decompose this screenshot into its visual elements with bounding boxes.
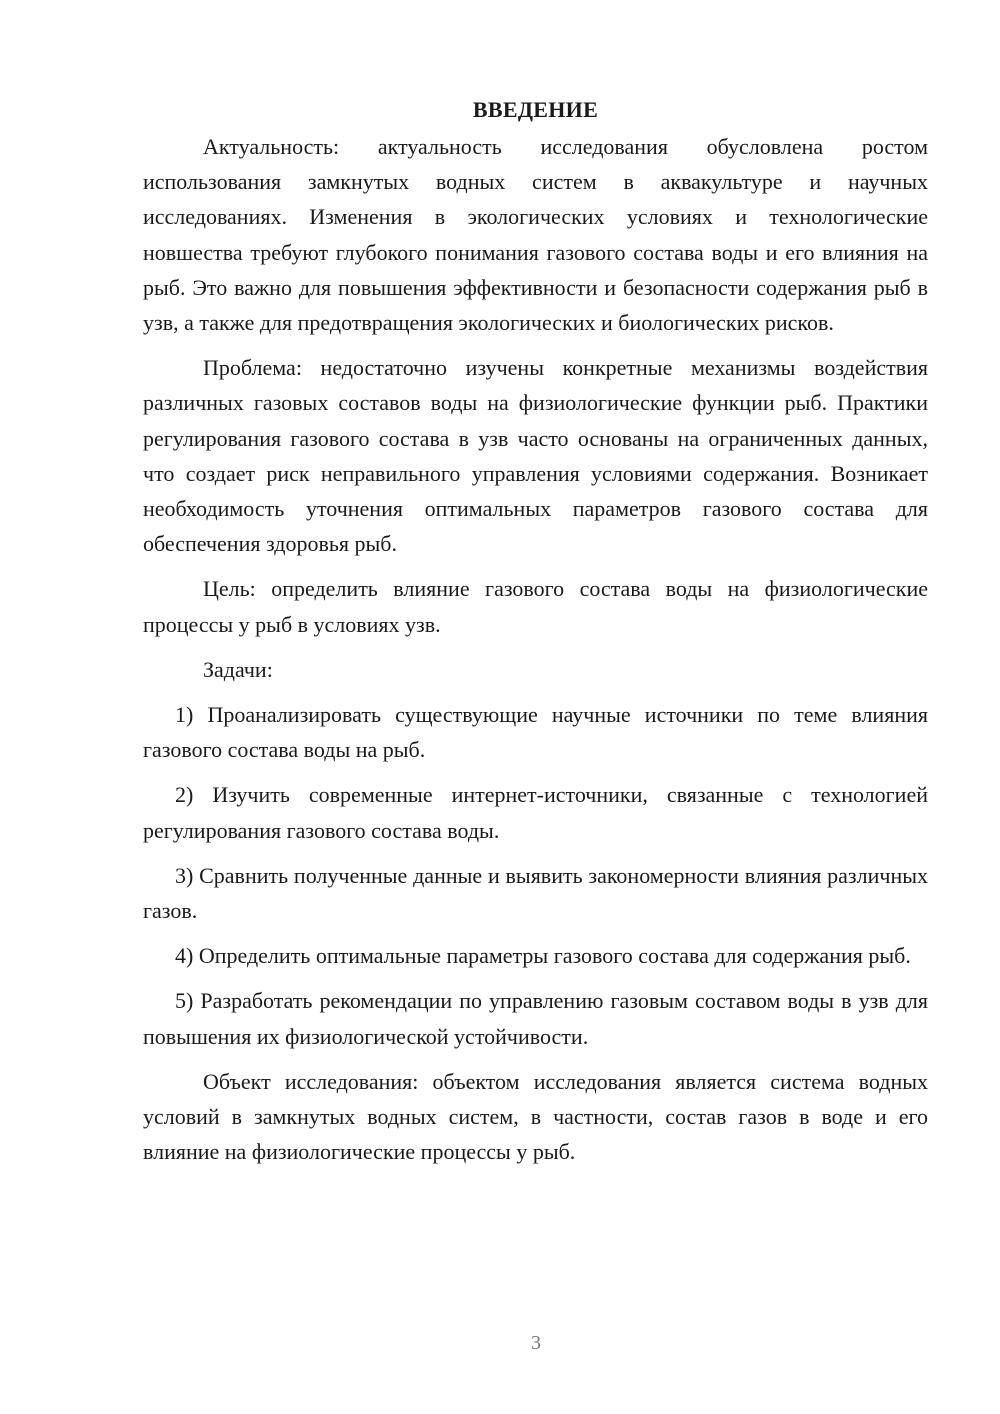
tasks-label: Задачи: (203, 656, 273, 682)
task-item-3: 3) Сравнить полученные данные и выявить закономерности влияния различных газов. (143, 862, 928, 924)
task-item-5: 5) Разработать рекомендации по управлению газовым составом воды в узв для повышения их физиологической устойчивости. (143, 988, 928, 1049)
document-page (143, 92, 928, 1169)
relevance-paragraph: Актуальность: актуальность исследования обусловлена ростом использования замкнутых водных систем в аквакультуре и научных исследованиях. Изменения в экологических условиях и технологические новшества требуют глубокого понимания газового состава воды и его влияния на рыб. Это важно для повышения эффективности и безопасности содержания рыб в узв, а также для предотвращения экологических и биологических рисков. (143, 134, 928, 336)
problem-paragraph: Проблема: недостаточно изучены конкретные механизмы воздействия различных газовых составов воды на физиологические функции рыб. Практики регулирования газового состава в узв часто основаны на ограниченных данных, что создает риск неправильного управления условиями содержания. Возникает необходимость уточнения оптимальных параметров газового состава для обеспечения здоровья рыб. (143, 355, 928, 557)
section-heading: ВВЕДЕНИЕ (472, 97, 599, 122)
task-item-2: 2) Изучить современные интернет-источники, связанные с технологией регулирования газового состава воды. (143, 782, 928, 843)
object-paragraph: Объект исследования: объектом исследования является система водных условий в замкнутых водных систем, в частности, состав газов в воде и его влияние на физиологические процессы у рыб. (143, 1068, 928, 1165)
goal-paragraph: Цель: определить влияние газового состава воды на физиологические процессы у рыб в условиях узв. (143, 576, 928, 637)
task-item-1: 1) Проанализировать существующие научные источники по теме влияния газового состава воды на рыб. (143, 702, 928, 763)
page-number: 3 (531, 1332, 541, 1354)
task-item-4: 4) Определить оптимальные параметры газового состава для содержания рыб. (175, 943, 911, 969)
